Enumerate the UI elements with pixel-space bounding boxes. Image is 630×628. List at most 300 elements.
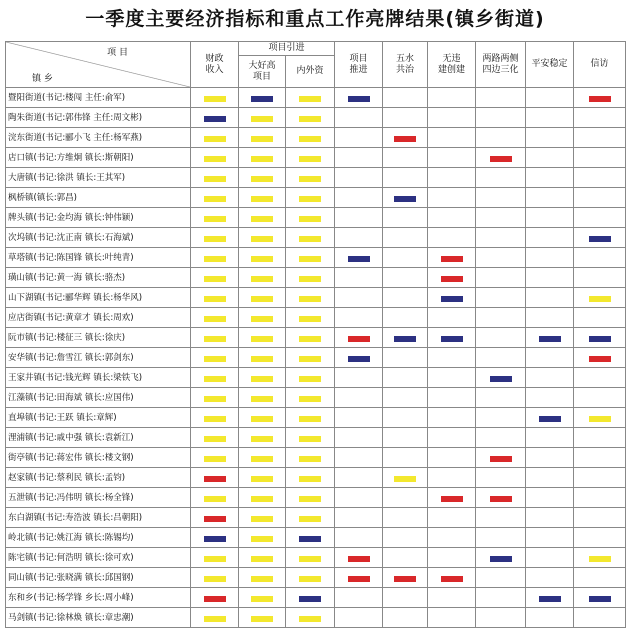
- cell-noillegal: [428, 248, 476, 268]
- red-card-marker: [348, 556, 370, 562]
- blue-card-marker: [539, 416, 561, 422]
- cell-safety: [526, 568, 574, 588]
- cell-project: [335, 288, 383, 308]
- cell-big-projects: [239, 488, 286, 508]
- red-card-marker: [204, 516, 226, 522]
- cell-project: [335, 548, 383, 568]
- yellow-card-marker: [299, 116, 321, 122]
- cell-foreign: [286, 148, 335, 168]
- blue-card-marker: [589, 596, 611, 602]
- town-name: 江藻镇(书记:田海斌 镇长:应国伟): [6, 388, 191, 408]
- cell-roads: [476, 308, 526, 328]
- town-name: 安华镇(书记:詹雪江 镇长:郭剑东): [6, 348, 191, 368]
- blue-card-marker: [441, 296, 463, 302]
- cell-foreign: [286, 608, 335, 628]
- cell-roads: [476, 428, 526, 448]
- cell-safety: [526, 488, 574, 508]
- cell-petition: [574, 208, 626, 228]
- cell-finance: [191, 428, 239, 448]
- cell-noillegal: [428, 268, 476, 288]
- yellow-card-marker: [589, 296, 611, 302]
- yellow-card-marker: [204, 136, 226, 142]
- cell-noillegal: [428, 108, 476, 128]
- blue-card-marker: [251, 96, 273, 102]
- blue-card-marker: [299, 536, 321, 542]
- cell-water: [383, 508, 428, 528]
- cell-water: [383, 188, 428, 208]
- yellow-card-marker: [251, 276, 273, 282]
- yellow-card-marker: [204, 196, 226, 202]
- yellow-card-marker: [251, 136, 273, 142]
- cell-safety: [526, 428, 574, 448]
- yellow-card-marker: [251, 176, 273, 182]
- cell-safety: [526, 388, 574, 408]
- cell-foreign: [286, 468, 335, 488]
- table-row: [6, 348, 626, 368]
- cell-safety: [526, 448, 574, 468]
- cell-finance: [191, 148, 239, 168]
- table-row: [6, 428, 626, 448]
- blue-card-marker: [539, 336, 561, 342]
- cell-big-projects: [239, 128, 286, 148]
- cell-safety: [526, 508, 574, 528]
- cell-foreign: [286, 348, 335, 368]
- cell-noillegal: [428, 408, 476, 428]
- cell-water: [383, 248, 428, 268]
- yellow-card-marker: [299, 96, 321, 102]
- cell-safety: [526, 148, 574, 168]
- cell-petition: [574, 528, 626, 548]
- cell-water: [383, 468, 428, 488]
- red-card-marker: [394, 136, 416, 142]
- red-card-marker: [204, 476, 226, 482]
- cell-petition: [574, 448, 626, 468]
- town-name: 王家井镇(书记:钱光辉 镇长:梁铁飞): [6, 368, 191, 388]
- cell-finance: [191, 368, 239, 388]
- yellow-card-marker: [204, 396, 226, 402]
- red-card-marker: [441, 256, 463, 262]
- cell-project: [335, 88, 383, 108]
- table-row: [6, 148, 626, 168]
- cell-safety: [526, 528, 574, 548]
- cell-project: [335, 348, 383, 368]
- yellow-card-marker: [299, 236, 321, 242]
- cell-noillegal: [428, 608, 476, 628]
- table-row: [6, 388, 626, 408]
- yellow-card-marker: [299, 456, 321, 462]
- cell-finance: [191, 568, 239, 588]
- yellow-card-marker: [299, 376, 321, 382]
- red-card-marker: [348, 576, 370, 582]
- yellow-card-marker: [299, 496, 321, 502]
- cell-big-projects: [239, 408, 286, 428]
- table-row: [6, 188, 626, 208]
- cell-noillegal: [428, 388, 476, 408]
- cell-big-projects: [239, 448, 286, 468]
- cell-water: [383, 88, 428, 108]
- col-header-water: 五水 共治: [383, 42, 428, 88]
- yellow-card-marker: [299, 576, 321, 582]
- table-row: [6, 108, 626, 128]
- table-row: [6, 528, 626, 548]
- cell-noillegal: [428, 368, 476, 388]
- cell-water: [383, 168, 428, 188]
- cell-petition: [574, 388, 626, 408]
- cell-roads: [476, 368, 526, 388]
- cell-roads: [476, 408, 526, 428]
- yellow-card-marker: [204, 276, 226, 282]
- cell-petition: [574, 408, 626, 428]
- cell-water: [383, 488, 428, 508]
- page-title: 一季度主要经济指标和重点工作亮牌结果(镇乡街道): [85, 8, 545, 30]
- cell-finance: [191, 288, 239, 308]
- cell-big-projects: [239, 528, 286, 548]
- cell-project: [335, 608, 383, 628]
- yellow-card-marker: [251, 116, 273, 122]
- cell-noillegal: [428, 188, 476, 208]
- red-card-marker: [490, 496, 512, 502]
- cell-roads: [476, 208, 526, 228]
- cell-noillegal: [428, 228, 476, 248]
- blue-card-marker: [589, 336, 611, 342]
- cell-big-projects: [239, 88, 286, 108]
- town-name: 浣东街道(书记:郦小飞 主任:杨军燕): [6, 128, 191, 148]
- town-name: 阮市镇(书记:楼征三 镇长:徐庆): [6, 328, 191, 348]
- cell-big-projects: [239, 368, 286, 388]
- table-row: [6, 448, 626, 468]
- cell-water: [383, 108, 428, 128]
- cell-foreign: [286, 588, 335, 608]
- cell-finance: [191, 408, 239, 428]
- town-name: 璜山镇(书记:黄一海 镇长:骆杰): [6, 268, 191, 288]
- table-row: [6, 308, 626, 328]
- yellow-card-marker: [299, 296, 321, 302]
- cell-noillegal: [428, 528, 476, 548]
- yellow-card-marker: [251, 336, 273, 342]
- cell-roads: [476, 388, 526, 408]
- cell-safety: [526, 268, 574, 288]
- table-row: [6, 328, 626, 348]
- cell-finance: [191, 308, 239, 328]
- cell-petition: [574, 608, 626, 628]
- red-card-marker: [394, 576, 416, 582]
- cell-noillegal: [428, 308, 476, 328]
- town-name: 同山镇(书记:张晓满 镇长:邱国钢): [6, 568, 191, 588]
- blue-card-marker: [204, 116, 226, 122]
- blue-card-marker: [204, 536, 226, 542]
- cell-petition: [574, 568, 626, 588]
- table-row: [6, 508, 626, 528]
- cell-petition: [574, 588, 626, 608]
- cell-petition: [574, 108, 626, 128]
- cell-safety: [526, 208, 574, 228]
- cell-finance: [191, 128, 239, 148]
- cell-water: [383, 128, 428, 148]
- cell-project: [335, 188, 383, 208]
- cell-safety: [526, 308, 574, 328]
- blue-card-marker: [299, 596, 321, 602]
- yellow-card-marker: [299, 556, 321, 562]
- yellow-card-marker: [251, 596, 273, 602]
- cell-noillegal: [428, 288, 476, 308]
- red-card-marker: [441, 576, 463, 582]
- table-row: [6, 368, 626, 388]
- cell-noillegal: [428, 148, 476, 168]
- yellow-card-marker: [204, 156, 226, 162]
- town-name: 山下湖镇(书记:郦华辉 镇长:杨华风): [6, 288, 191, 308]
- town-name: 五泄镇(书记:冯伟明 镇长:杨全锋): [6, 488, 191, 508]
- yellow-card-marker: [251, 516, 273, 522]
- cell-roads: [476, 128, 526, 148]
- cell-project: [335, 568, 383, 588]
- cell-water: [383, 548, 428, 568]
- cell-water: [383, 308, 428, 328]
- yellow-card-marker: [204, 316, 226, 322]
- town-name: 街亭镇(书记:蒋宏伟 镇长:楼文钢): [6, 448, 191, 468]
- cell-petition: [574, 428, 626, 448]
- yellow-card-marker: [299, 516, 321, 522]
- cell-safety: [526, 468, 574, 488]
- cell-noillegal: [428, 488, 476, 508]
- yellow-card-marker: [299, 216, 321, 222]
- yellow-card-marker: [251, 616, 273, 622]
- col-header-big-projects: 大好高 项目: [239, 56, 286, 88]
- cell-petition: [574, 468, 626, 488]
- col-header-finance: 财政 收入: [191, 42, 239, 88]
- yellow-card-marker: [251, 556, 273, 562]
- cell-water: [383, 328, 428, 348]
- yellow-card-marker: [251, 296, 273, 302]
- yellow-card-marker: [251, 356, 273, 362]
- town-name: 东和乡(书记:杨学锋 乡长:周小峰): [6, 588, 191, 608]
- cell-foreign: [286, 188, 335, 208]
- cell-safety: [526, 608, 574, 628]
- yellow-card-marker: [251, 396, 273, 402]
- cell-petition: [574, 128, 626, 148]
- red-card-marker: [490, 456, 512, 462]
- cell-foreign: [286, 228, 335, 248]
- cell-finance: [191, 168, 239, 188]
- cell-noillegal: [428, 428, 476, 448]
- town-name: 直埠镇(书记:王跃 镇长:章辉): [6, 408, 191, 428]
- cell-big-projects: [239, 148, 286, 168]
- cell-petition: [574, 328, 626, 348]
- blue-card-marker: [441, 336, 463, 342]
- results-table-body: [6, 88, 626, 628]
- cell-roads: [476, 588, 526, 608]
- cell-big-projects: [239, 328, 286, 348]
- cell-water: [383, 528, 428, 548]
- town-name: 浬浦镇(书记:戚中强 镇长:袁新江): [6, 428, 191, 448]
- cell-roads: [476, 348, 526, 368]
- cell-water: [383, 428, 428, 448]
- table-row: [6, 128, 626, 148]
- yellow-card-marker: [204, 376, 226, 382]
- cell-noillegal: [428, 568, 476, 588]
- col-header-noillegal: 无违 建创建: [428, 42, 476, 88]
- cell-foreign: [286, 288, 335, 308]
- cell-water: [383, 608, 428, 628]
- table-row: [6, 608, 626, 628]
- table-row: [6, 168, 626, 188]
- cell-roads: [476, 488, 526, 508]
- yellow-card-marker: [299, 476, 321, 482]
- red-card-marker: [589, 356, 611, 362]
- cell-noillegal: [428, 328, 476, 348]
- yellow-card-marker: [299, 396, 321, 402]
- cell-project: [335, 228, 383, 248]
- cell-foreign: [286, 208, 335, 228]
- yellow-card-marker: [589, 416, 611, 422]
- cell-big-projects: [239, 208, 286, 228]
- cell-foreign: [286, 88, 335, 108]
- corner-header-items: 项 目: [107, 48, 128, 58]
- cell-roads: [476, 448, 526, 468]
- cell-safety: [526, 168, 574, 188]
- town-name: 暨阳街道(书记:楼闯 主任:俞军): [6, 88, 191, 108]
- yellow-card-marker: [251, 216, 273, 222]
- red-card-marker: [441, 276, 463, 282]
- cell-water: [383, 268, 428, 288]
- cell-petition: [574, 308, 626, 328]
- results-table: [5, 41, 626, 628]
- cell-water: [383, 148, 428, 168]
- blue-card-marker: [348, 96, 370, 102]
- cell-finance: [191, 188, 239, 208]
- yellow-card-marker: [204, 336, 226, 342]
- yellow-card-marker: [299, 196, 321, 202]
- blue-card-marker: [394, 196, 416, 202]
- yellow-card-marker: [589, 556, 611, 562]
- cell-roads: [476, 268, 526, 288]
- cell-safety: [526, 128, 574, 148]
- cell-foreign: [286, 128, 335, 148]
- cell-big-projects: [239, 548, 286, 568]
- cell-water: [383, 408, 428, 428]
- cell-petition: [574, 148, 626, 168]
- cell-project: [335, 388, 383, 408]
- yellow-card-marker: [251, 436, 273, 442]
- cell-project: [335, 168, 383, 188]
- cell-project: [335, 268, 383, 288]
- cell-noillegal: [428, 348, 476, 368]
- cell-roads: [476, 188, 526, 208]
- yellow-card-marker: [251, 376, 273, 382]
- yellow-card-marker: [299, 276, 321, 282]
- cell-project: [335, 148, 383, 168]
- cell-project: [335, 208, 383, 228]
- cell-safety: [526, 288, 574, 308]
- yellow-card-marker: [299, 256, 321, 262]
- cell-petition: [574, 348, 626, 368]
- yellow-card-marker: [204, 256, 226, 262]
- cell-water: [383, 568, 428, 588]
- cell-big-projects: [239, 588, 286, 608]
- cell-foreign: [286, 368, 335, 388]
- table-row: [6, 88, 626, 108]
- cell-foreign: [286, 328, 335, 348]
- yellow-card-marker: [299, 616, 321, 622]
- cell-petition: [574, 88, 626, 108]
- cell-project: [335, 328, 383, 348]
- cell-finance: [191, 88, 239, 108]
- cell-finance: [191, 488, 239, 508]
- cell-safety: [526, 88, 574, 108]
- table-row: [6, 468, 626, 488]
- table-row: [6, 248, 626, 268]
- cell-big-projects: [239, 508, 286, 528]
- cell-safety: [526, 328, 574, 348]
- cell-foreign: [286, 528, 335, 548]
- cell-roads: [476, 528, 526, 548]
- yellow-card-marker: [299, 416, 321, 422]
- cell-noillegal: [428, 208, 476, 228]
- cell-finance: [191, 588, 239, 608]
- cell-finance: [191, 528, 239, 548]
- red-card-marker: [589, 96, 611, 102]
- table-row: [6, 488, 626, 508]
- col-header-roads: 两路两侧 四边三化: [476, 42, 526, 88]
- col-header-foreign: 内外资: [286, 56, 335, 88]
- col-header-project: 项目 推进: [335, 42, 383, 88]
- cell-roads: [476, 608, 526, 628]
- cell-finance: [191, 228, 239, 248]
- cell-safety: [526, 548, 574, 568]
- cell-finance: [191, 248, 239, 268]
- cell-safety: [526, 348, 574, 368]
- cell-big-projects: [239, 388, 286, 408]
- town-name: 草塔镇(书记:陈国锋 镇长:叶纯青): [6, 248, 191, 268]
- cell-project: [335, 248, 383, 268]
- cell-project: [335, 588, 383, 608]
- cell-big-projects: [239, 248, 286, 268]
- cell-finance: [191, 548, 239, 568]
- blue-card-marker: [490, 376, 512, 382]
- yellow-card-marker: [204, 556, 226, 562]
- yellow-card-marker: [251, 236, 273, 242]
- cell-project: [335, 448, 383, 468]
- blue-card-marker: [348, 356, 370, 362]
- cell-roads: [476, 548, 526, 568]
- cell-foreign: [286, 428, 335, 448]
- town-name: 岭北镇(书记:姚江海 镇长:陈锡均): [6, 528, 191, 548]
- yellow-card-marker: [251, 316, 273, 322]
- cell-water: [383, 228, 428, 248]
- cell-big-projects: [239, 168, 286, 188]
- town-name: 马剑镇(书记:徐林焕 镇长:章忠潮): [6, 608, 191, 628]
- cell-roads: [476, 288, 526, 308]
- cell-foreign: [286, 168, 335, 188]
- red-card-marker: [441, 496, 463, 502]
- cell-big-projects: [239, 568, 286, 588]
- yellow-card-marker: [251, 456, 273, 462]
- cell-safety: [526, 408, 574, 428]
- cell-roads: [476, 148, 526, 168]
- cell-project: [335, 368, 383, 388]
- cell-safety: [526, 368, 574, 388]
- cell-petition: [574, 228, 626, 248]
- cell-noillegal: [428, 548, 476, 568]
- yellow-card-marker: [251, 536, 273, 542]
- cell-finance: [191, 508, 239, 528]
- town-name: 赵家镇(书记:蔡利民 镇长:孟钧): [6, 468, 191, 488]
- town-name: 牌头镇(书记:金均海 镇长:钟伟颖): [6, 208, 191, 228]
- cell-water: [383, 288, 428, 308]
- cell-big-projects: [239, 228, 286, 248]
- yellow-card-marker: [251, 156, 273, 162]
- cell-petition: [574, 288, 626, 308]
- cell-project: [335, 528, 383, 548]
